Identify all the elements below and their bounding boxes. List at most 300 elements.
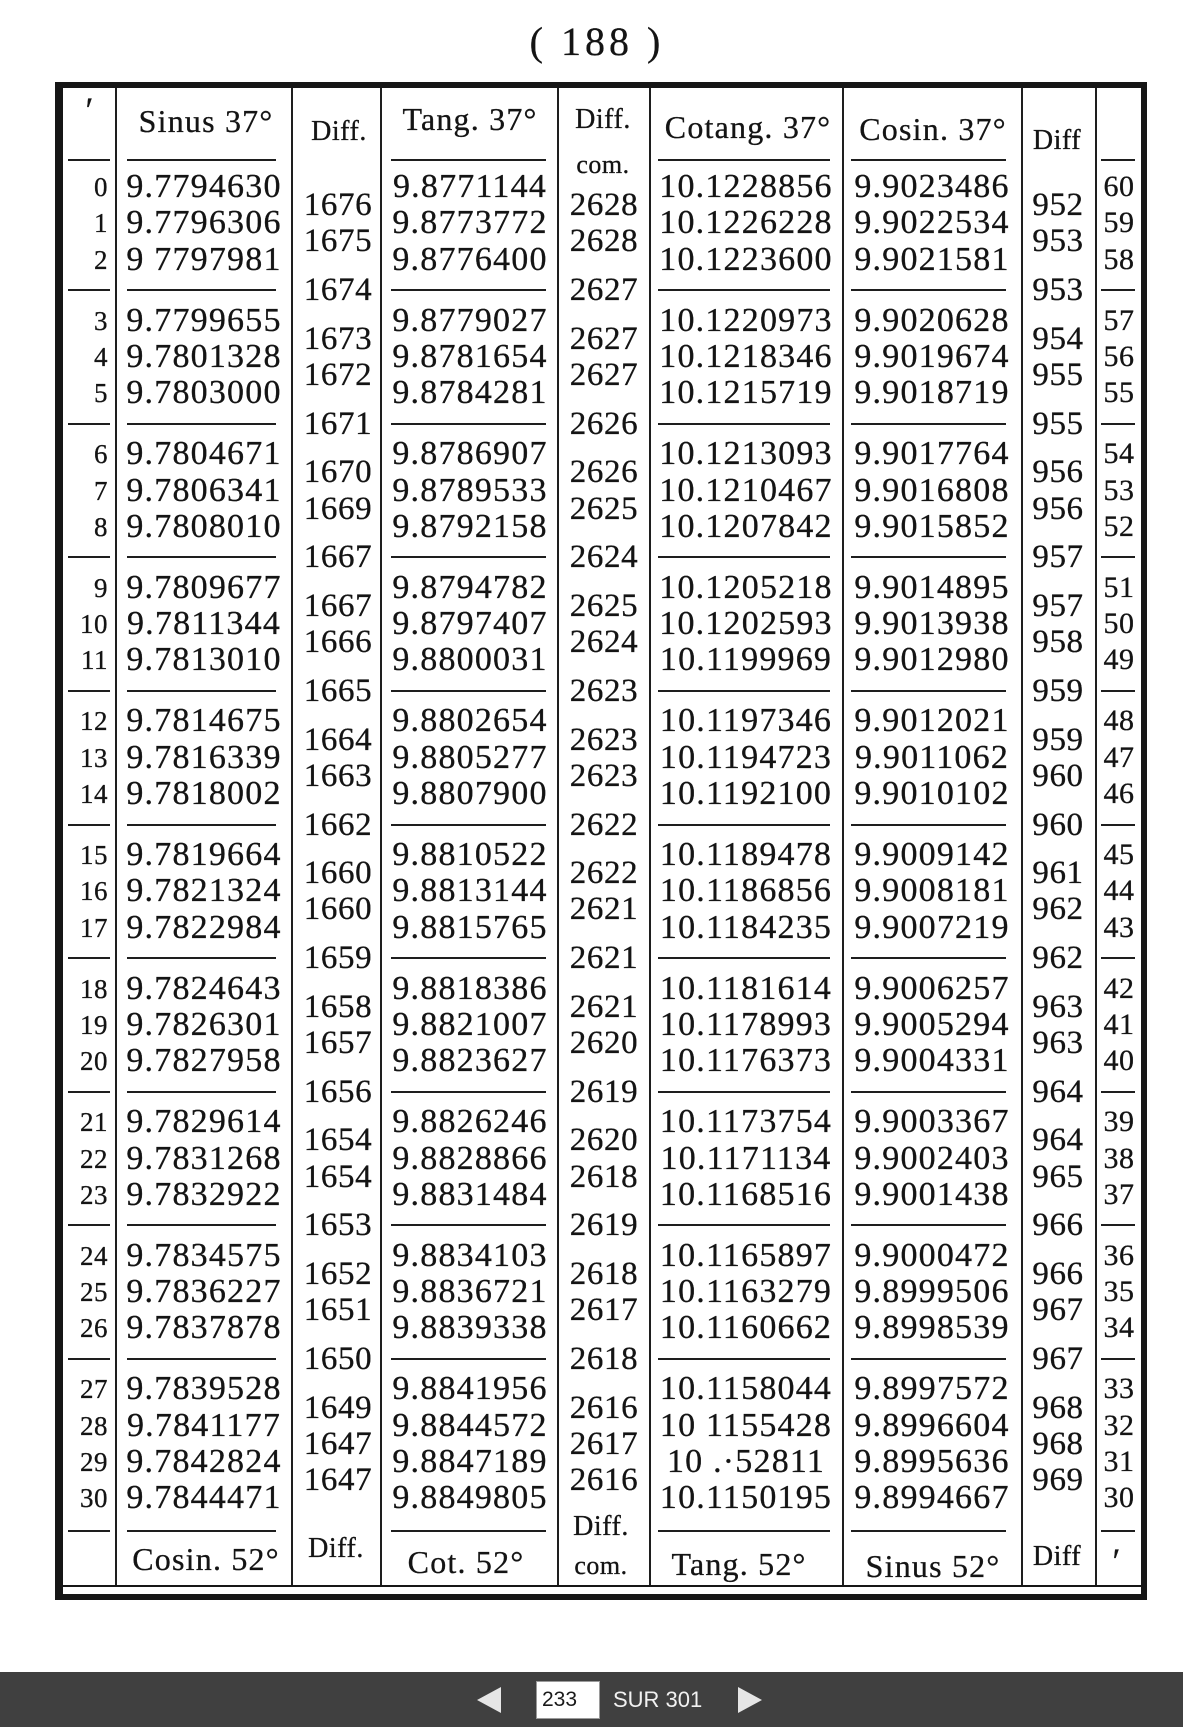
minute-left-value: 12 (80, 706, 108, 737)
group-separator (391, 1224, 546, 1226)
tang-diff-com-value: 2623 (569, 757, 639, 794)
minute-left-value: 9 (94, 572, 108, 603)
group-separator (127, 423, 276, 425)
cosin-value: 9.9009142 (854, 836, 1010, 873)
group-separator (851, 957, 1006, 959)
group-separator (851, 824, 1006, 826)
tang-value: 9.8818386 (392, 969, 548, 1007)
sinus-diff-value: 1674 (303, 272, 373, 309)
tang-diff-com-value: 2618 (569, 1340, 639, 1377)
sinus-value: 9.7799655 (126, 301, 282, 339)
group-separator (1101, 957, 1135, 959)
minute-left-value: 26 (80, 1313, 108, 1344)
group-separator (127, 159, 276, 161)
cotang-value: 10.1223600 (659, 240, 833, 278)
footer-sinus-diff: Diff. (308, 1533, 364, 1564)
cosin-diff-value: 960 (1032, 806, 1084, 843)
cosin-value: 9.9020628 (854, 301, 1010, 339)
minute-right-value: 53 (1103, 473, 1135, 507)
cosin-diff-value: 964 (1032, 1073, 1084, 1110)
header-sinus: Sinus 37° (138, 103, 274, 139)
cotang-value: 10.1163279 (659, 1273, 833, 1311)
sinus-value: 9.7801328 (126, 337, 282, 375)
cosin-diff-value: 958 (1032, 624, 1084, 661)
group-separator (68, 690, 110, 692)
sinus-value: 9.7803000 (126, 374, 282, 412)
cosin-value: 9.9006257 (854, 969, 1010, 1007)
cosin-value: 9.9000472 (854, 1236, 1010, 1274)
previous-page-icon[interactable] (477, 1687, 501, 1713)
cotang-value: 10.1202593 (659, 605, 833, 643)
column-rule (557, 88, 559, 1585)
page-number-input[interactable] (536, 1681, 600, 1719)
group-separator (68, 957, 110, 959)
group-separator (658, 824, 830, 826)
tang-diff-com-value: 2627 (569, 320, 639, 357)
cosin-diff-value: 953 (1032, 272, 1084, 309)
group-separator (1101, 1530, 1135, 1532)
column-rule (380, 88, 382, 1585)
group-separator (68, 289, 110, 291)
minute-right-value: 31 (1103, 1445, 1135, 1478)
cotang-value: 10.1173754 (659, 1103, 833, 1141)
sinus-diff-value: 1652 (303, 1255, 373, 1292)
tang-value: 9.8821007 (392, 1005, 548, 1043)
minute-left-value: 21 (80, 1107, 108, 1138)
group-separator (851, 556, 1006, 558)
minute-left-value: 8 (94, 511, 108, 542)
tang-value: 9.8784281 (392, 374, 548, 412)
group-separator (391, 556, 546, 558)
cosin-diff-value: 967 (1032, 1340, 1084, 1377)
cosin-diff-value: 963 (1032, 988, 1084, 1025)
sinus-value: 9.7819664 (126, 836, 282, 873)
tang-diff-com-value: 2621 (569, 891, 639, 928)
page-count-label: SUR 301 (613, 1687, 703, 1712)
sinus-value: 9.7844471 (126, 1479, 282, 1517)
group-separator (1101, 159, 1135, 161)
minute-left-value: 1 (94, 208, 108, 239)
minute-left-value: 24 (80, 1240, 108, 1271)
sinus-diff-value: 1666 (303, 624, 373, 661)
sinus-diff-value: 1651 (303, 1292, 373, 1329)
tang-value: 9.8844572 (392, 1406, 548, 1444)
cosin-value: 9.9010102 (854, 775, 1010, 812)
sinus-value: 9.7794630 (126, 168, 282, 205)
cosin-value: 9.9022534 (854, 204, 1010, 242)
cotang-value: 10.1199969 (659, 641, 833, 679)
minute-right-value: 43 (1103, 910, 1135, 944)
tang-diff-com-value: 2619 (569, 1207, 639, 1244)
cosin-value: 9.9012021 (854, 702, 1010, 740)
sinus-diff-value: 1656 (303, 1073, 373, 1110)
cosin-diff-value: 954 (1032, 320, 1084, 357)
sinus-value: 9.7824643 (126, 969, 282, 1007)
sinus-value: 9.7821324 (126, 872, 282, 910)
group-separator (658, 423, 830, 425)
tang-diff-com-value: 2621 (569, 940, 639, 977)
minute-left-value: 5 (94, 378, 108, 409)
cosin-value: 9.9017764 (854, 435, 1010, 473)
cosin-diff-value: 965 (1032, 1158, 1084, 1195)
cotang-value: 10 .·52811 (666, 1443, 826, 1480)
sinus-diff-value: 1647 (303, 1425, 373, 1462)
minute-left-value: 17 (80, 912, 108, 943)
cosin-value: 9.9015852 (854, 507, 1010, 545)
cosin-value: 9.9021581 (854, 240, 1010, 278)
sinus-diff-value: 1667 (303, 539, 373, 576)
tang-value: 9.8847189 (392, 1443, 548, 1480)
header-tang: Tang. 37° (402, 101, 538, 137)
cotang-value: 10.1168516 (659, 1175, 833, 1213)
cosin-diff-value: 960 (1032, 757, 1084, 794)
tang-diff-com-value: 2622 (569, 806, 639, 843)
group-separator (68, 556, 110, 558)
column-rule (291, 88, 293, 1585)
sinus-diff-value: 1658 (303, 988, 373, 1025)
group-separator (658, 1091, 830, 1093)
sinus-diff-value: 1663 (303, 757, 373, 794)
tang-diff-com-value: 2617 (569, 1425, 639, 1462)
group-separator (68, 824, 110, 826)
minute-left-value: 29 (80, 1447, 108, 1477)
group-separator (68, 1358, 110, 1360)
cosin-value: 9.8998539 (854, 1309, 1010, 1347)
tang-diff-com-value: 2620 (569, 1025, 639, 1062)
cotang-value: 10 1155428 (659, 1406, 833, 1444)
cosin-diff-value: 957 (1032, 539, 1084, 576)
cotang-value: 10.1176373 (659, 1042, 833, 1080)
sinus-value: 9.7808010 (126, 507, 282, 545)
tang-value: 9.8841956 (392, 1370, 548, 1408)
cotang-value: 10.1194723 (659, 738, 833, 776)
minute-right-value: 35 (1103, 1275, 1135, 1309)
sinus-value: 9.7811344 (126, 605, 282, 643)
cosin-value: 9.9023486 (854, 168, 1010, 205)
cotang-value: 10.1181614 (659, 969, 833, 1007)
minute-right-value: 51 (1103, 570, 1135, 604)
header-cotang: Cotang. 37° (664, 109, 832, 145)
sinus-diff-value: 1665 (303, 672, 373, 709)
group-separator (1101, 423, 1135, 425)
sinus-diff-value: 1650 (303, 1340, 373, 1377)
tang-value: 9.8776400 (392, 240, 548, 278)
minute-left-value: 13 (80, 742, 108, 773)
tang-value: 9.8828866 (392, 1139, 548, 1177)
group-separator (658, 556, 830, 558)
group-separator (127, 1091, 276, 1093)
minute-right-value: 46 (1103, 777, 1135, 810)
minute-left-value: 30 (80, 1483, 108, 1514)
sinus-value: 9.7832922 (126, 1175, 282, 1213)
group-separator (658, 159, 830, 161)
next-page-icon[interactable] (738, 1687, 762, 1713)
cotang-value: 10.1215719 (659, 374, 833, 412)
minute-right-value: 50 (1103, 607, 1135, 641)
table-frame-top (55, 82, 1147, 88)
sinus-value: 9.7809677 (126, 568, 282, 606)
cosin-diff-value: 968 (1032, 1425, 1084, 1462)
group-separator (68, 159, 110, 161)
cotang-value: 10.1197346 (659, 702, 833, 740)
cosin-diff-value: 968 (1032, 1389, 1084, 1426)
group-separator (391, 1091, 546, 1093)
cotang-value: 10.1158044 (659, 1370, 833, 1408)
sinus-value: 9.7796306 (126, 204, 282, 242)
table-frame-left (55, 82, 63, 1600)
minute-right-value: 55 (1103, 376, 1135, 410)
minute-left-value: 23 (80, 1179, 108, 1210)
header-diff-com-line2: com. (576, 150, 630, 179)
tang-value: 9.8797407 (392, 605, 548, 643)
minute-left-value: 28 (80, 1410, 108, 1441)
group-separator (127, 1530, 276, 1532)
group-separator (391, 1358, 546, 1360)
cosin-value: 9.9001438 (854, 1175, 1010, 1213)
minute-right-value: 36 (1103, 1238, 1135, 1272)
tang-diff-com-value: 2616 (569, 1462, 639, 1499)
table-frame-bottom (55, 1594, 1147, 1600)
tang-diff-com-value: 2628 (569, 223, 639, 260)
group-separator (1101, 690, 1135, 692)
sinus-diff-value: 1654 (303, 1122, 373, 1159)
minute-left-value: 10 (80, 609, 108, 640)
cosin-value: 9.9018719 (854, 374, 1010, 412)
tang-diff-com-value: 2616 (569, 1389, 639, 1426)
group-separator (68, 1530, 110, 1532)
minute-left-value: 2 (94, 244, 108, 275)
tang-diff-com-value: 2623 (569, 721, 639, 758)
minute-right-value: 56 (1103, 339, 1135, 373)
minute-left-value: 19 (80, 1009, 108, 1040)
group-separator (68, 1091, 110, 1093)
group-separator (1101, 556, 1135, 558)
tang-value: 9.8781654 (392, 337, 548, 375)
sinus-diff-value: 1659 (303, 940, 373, 977)
tang-value: 9.8779027 (392, 301, 548, 339)
group-separator (127, 957, 276, 959)
sinus-value: 9.7839528 (126, 1370, 282, 1408)
cosin-diff-value: 955 (1032, 357, 1084, 394)
minute-left-value: 18 (80, 973, 108, 1004)
minute-left-value: 11 (81, 645, 108, 676)
group-separator (658, 957, 830, 959)
minute-right-value: 47 (1103, 740, 1135, 774)
group-separator (658, 289, 830, 291)
cosin-diff-value: 961 (1032, 855, 1084, 892)
header-cosin: Cosin. 37° (859, 111, 1007, 147)
group-separator (851, 1091, 1006, 1093)
sinus-diff-value: 1662 (303, 806, 373, 843)
cotang-value: 10.1171134 (660, 1139, 832, 1177)
sinus-value: 9.7806341 (126, 471, 282, 509)
tang-value: 9.8836721 (392, 1273, 548, 1311)
tang-value: 9.8813144 (392, 872, 548, 910)
sinus-value: 9 7797981 (126, 240, 282, 278)
sinus-value: 9.7841177 (126, 1406, 282, 1444)
group-separator (127, 690, 276, 692)
sinus-value: 9.7813010 (126, 641, 282, 679)
cosin-diff-value: 956 (1032, 454, 1084, 491)
group-separator (658, 1530, 830, 1532)
cosin-diff-value: 966 (1032, 1207, 1084, 1244)
tang-diff-com-value: 2622 (569, 855, 639, 892)
group-separator (391, 423, 546, 425)
sinus-value: 9.7816339 (126, 738, 282, 776)
cotang-value: 10.1226228 (659, 204, 833, 242)
group-separator (127, 289, 276, 291)
tang-diff-com-value: 2619 (569, 1073, 639, 1110)
tang-value: 9.8789533 (392, 471, 548, 509)
sinus-value: 9.7842824 (126, 1443, 282, 1480)
sinus-diff-value: 1672 (303, 357, 373, 394)
group-separator (1101, 289, 1135, 291)
minute-right-value: 39 (1103, 1105, 1135, 1139)
group-separator (391, 957, 546, 959)
group-separator (127, 556, 276, 558)
footer-cosin: Cosin. 52° (132, 1541, 280, 1577)
tang-diff-com-value: 2623 (569, 672, 639, 709)
cosin-value: 9.8999506 (854, 1273, 1010, 1311)
footer-cot: Cot. 52° (407, 1544, 525, 1580)
cosin-value: 9.9013938 (854, 605, 1010, 643)
minute-right-value: 45 (1103, 838, 1135, 871)
cotang-value: 10.1192100 (659, 775, 833, 812)
cosin-diff-value: 959 (1032, 672, 1084, 709)
tang-value: 9.8792158 (392, 507, 548, 545)
sinus-diff-value: 1654 (303, 1158, 373, 1195)
cotang-value: 10.1189478 (659, 836, 833, 873)
tang-value: 9.8786907 (392, 435, 548, 473)
minute-left-value: 14 (80, 779, 108, 809)
minute-left-value: 15 (80, 840, 108, 870)
cotang-value: 10.1186856 (659, 872, 833, 910)
group-separator (391, 690, 546, 692)
group-separator (1101, 1358, 1135, 1360)
minute-right-value: 58 (1103, 242, 1135, 276)
footer-diff-com-line1: Diff. (573, 1511, 629, 1542)
cosin-value: 9.9007219 (854, 908, 1010, 946)
tang-value: 9.8794782 (392, 568, 548, 606)
cotang-value: 10.1205218 (659, 568, 833, 606)
cosin-value: 9.9011062 (854, 738, 1010, 776)
cosin-diff-value: 962 (1032, 940, 1084, 977)
sinus-diff-value: 1647 (303, 1462, 373, 1499)
cotang-value: 10.1184235 (659, 908, 833, 946)
sinus-diff-value: 1669 (303, 490, 373, 527)
group-separator (391, 824, 546, 826)
cosin-value: 9.9002403 (854, 1139, 1010, 1177)
minute-left-value: 27 (80, 1374, 108, 1405)
tang-diff-com-value: 2618 (569, 1158, 639, 1195)
cosin-value: 9.8997572 (854, 1370, 1010, 1408)
minute-left-value: 16 (80, 876, 108, 907)
cotang-value: 10.1160662 (659, 1309, 833, 1347)
group-separator (127, 1358, 276, 1360)
sinus-value: 9.7814675 (126, 702, 282, 740)
minute-left-value: 0 (94, 172, 108, 202)
sinus-value: 9.7836227 (126, 1273, 282, 1311)
sinus-diff-value: 1649 (303, 1389, 373, 1426)
minute-right-value: 33 (1103, 1372, 1135, 1406)
cosin-value: 9.9016808 (854, 471, 1010, 509)
cotang-value: 10.1207842 (659, 507, 833, 545)
sinus-diff-value: 1675 (303, 223, 373, 260)
cosin-diff-value: 963 (1032, 1025, 1084, 1062)
minute-left-value: 7 (94, 475, 108, 506)
tang-value: 9.8849805 (392, 1479, 548, 1517)
minute-left-value: 6 (94, 439, 108, 470)
cosin-value: 9.8995636 (854, 1443, 1010, 1480)
minute-right-value: 49 (1103, 643, 1135, 677)
minute-right-value: 52 (1103, 509, 1135, 543)
table-frame-bottom-inner (63, 1585, 1141, 1587)
cosin-diff-value: 966 (1032, 1255, 1084, 1292)
page-navigation-bar (0, 1672, 1183, 1727)
group-separator (391, 1530, 546, 1532)
tang-value: 9.8826246 (392, 1103, 548, 1141)
header-cosin-diff: Diff (1032, 125, 1082, 156)
tang-value: 9.8815765 (392, 908, 548, 946)
tang-diff-com-value: 2620 (569, 1122, 639, 1159)
sinus-value: 9.7822984 (126, 908, 282, 946)
footer-sinus: Sinus 52° (865, 1548, 1001, 1584)
column-rule (1095, 88, 1097, 1585)
cosin-value: 9.9003367 (854, 1103, 1010, 1141)
sinus-diff-value: 1657 (303, 1025, 373, 1062)
tang-value: 9.8802654 (392, 702, 548, 740)
sinus-diff-value: 1653 (303, 1207, 373, 1244)
group-separator (68, 1224, 110, 1226)
tang-value: 9.8807900 (392, 775, 548, 812)
cosin-diff-value: 953 (1032, 223, 1084, 260)
sinus-value: 9.7837878 (126, 1309, 282, 1347)
group-separator (658, 690, 830, 692)
group-separator (1101, 1224, 1135, 1226)
header-minutes-left: ′ (85, 90, 95, 130)
minute-right-value: 30 (1103, 1481, 1135, 1515)
minute-right-value: 54 (1103, 437, 1135, 471)
tang-diff-com-value: 2618 (569, 1255, 639, 1292)
group-separator (658, 1224, 830, 1226)
cotang-value: 10.1220973 (659, 301, 833, 339)
tang-value: 9.8810522 (392, 836, 548, 873)
footer-tang: Tang. 52° (671, 1546, 807, 1582)
tang-diff-com-value: 2626 (569, 405, 639, 442)
column-rule (115, 88, 117, 1585)
minute-left-value: 25 (80, 1277, 108, 1308)
minute-right-value: 44 (1103, 874, 1135, 908)
cotang-value: 10.1210467 (659, 471, 833, 509)
cosin-value: 9.9005294 (854, 1005, 1010, 1043)
sinus-diff-value: 1660 (303, 891, 373, 928)
header-sinus-diff: Diff. (311, 116, 367, 147)
tang-diff-com-value: 2621 (569, 988, 639, 1025)
tang-value: 9.8773772 (392, 204, 548, 242)
minute-right-value: 59 (1103, 206, 1135, 240)
cotang-value: 10.1150195 (659, 1479, 833, 1517)
cosin-diff-value: 956 (1032, 490, 1084, 527)
cosin-value: 9.9012980 (854, 641, 1010, 679)
tang-diff-com-value: 2625 (569, 587, 639, 624)
footer-diff-com-line2: com. (574, 1551, 628, 1580)
sinus-value: 9.7829614 (126, 1103, 282, 1141)
group-separator (658, 1358, 830, 1360)
group-separator (851, 159, 1006, 161)
group-separator (391, 289, 546, 291)
group-separator (851, 1530, 1006, 1532)
cosin-diff-value: 969 (1032, 1462, 1084, 1499)
